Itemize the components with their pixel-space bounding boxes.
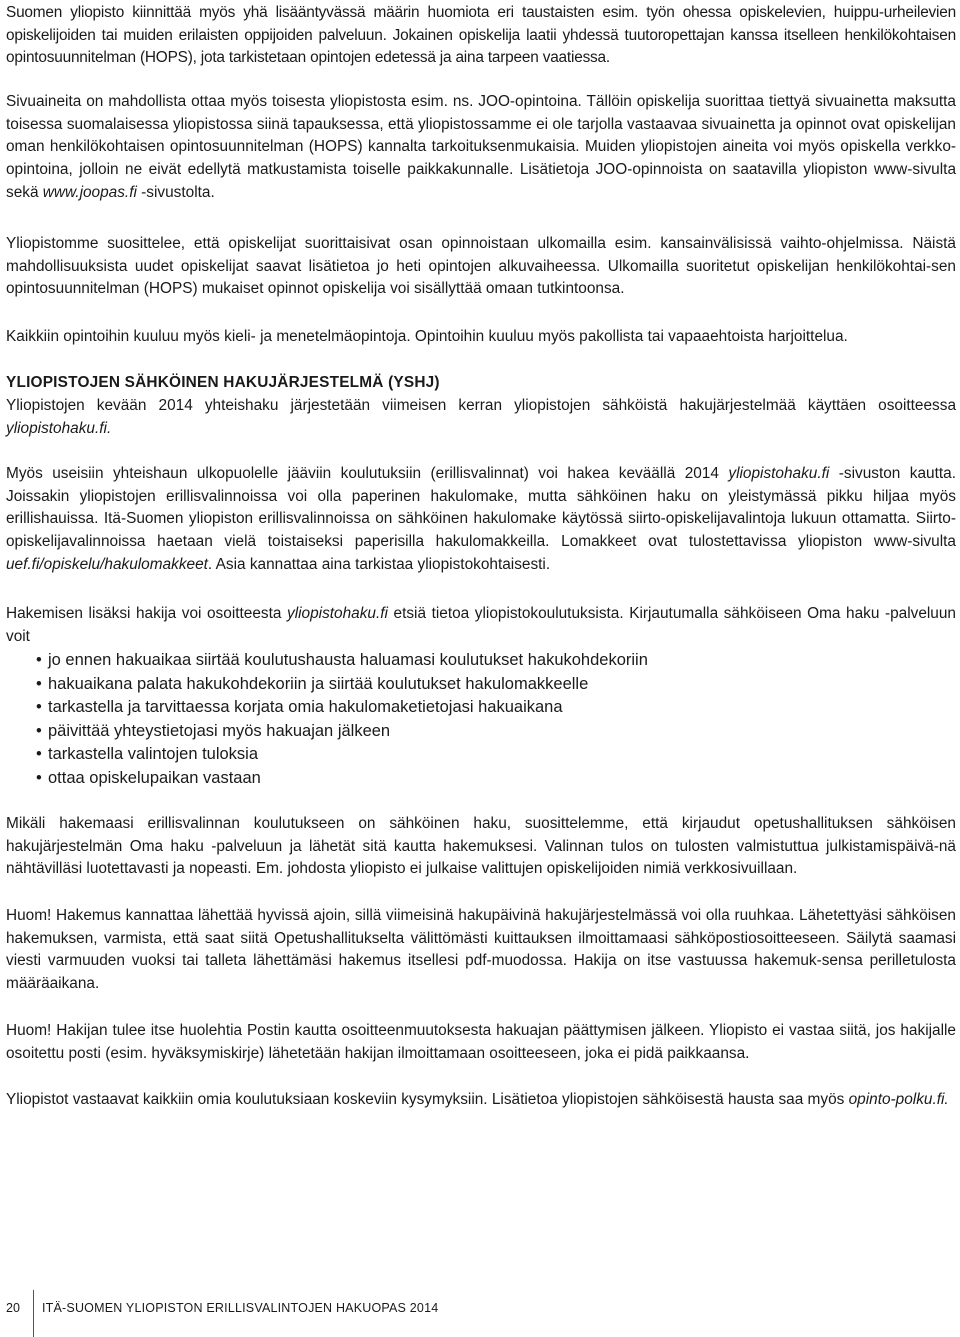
list-item-text: ottaa opiskelupaikan vastaan [48, 768, 261, 787]
paragraph-note-address: Huom! Hakijan tulee itse huolehtia Postin kautta osoitteenmuutoksesta hakuajan päättymisen jälkeen. Yliopisto ei vastaa siitä, jos hakijalle osoitettu posti (esim. hyväksymiskirje) lähetetään hakijan ilmoittamaan osoitteeseen, joka ei pidä paikkaansa. [6, 1022, 956, 1062]
list-item-text: hakuaikana palata hakukohdekoriin ja siirtää koulutukset hakulomakkeelle [48, 674, 589, 693]
link-joopas[interactable]: www.joopas.fi [42, 183, 137, 201]
bullet-icon: • [36, 745, 42, 763]
paragraph-oma-haku-text-b: etsiä tietoa yliopistokoulutuksista. Kirjautumalla sähköiseen Oma haku -palveluun voit [6, 605, 956, 645]
list-item-text: tarkastella ja tarvittaessa korjata omia hakulomaketietojasi hakuaikana [48, 698, 563, 716]
link-yliopistohaku-3[interactable]: yliopistohaku.fi [287, 605, 388, 622]
paragraph-joint-text: Yliopistojen kevään 2014 yhteishaku järjestetään viimeisen kerran yliopistojen sähköistä hakujärjestelmää käyttäen osoitteessa [6, 397, 956, 414]
list-item [36, 673, 960, 697]
list-item [36, 720, 960, 744]
paragraph-questions-text: Yliopistot vastaavat kaikkiin omia koulutuksiaan koskeviin kysymyksiin. Lisätietoa yliopistojen sähköisestä hausta saa myös [6, 1091, 849, 1108]
link-opintopolku[interactable]: opinto-polku.fi. [848, 1091, 949, 1108]
bullet-icon: • [36, 768, 42, 787]
bullet-icon: • [36, 698, 42, 716]
paragraph-separate-text-a: Myös useisiin yhteishaun ulkopuolelle jääviin koulutuksiin (erillisvalinnat) voi hakea keväällä 2014 [6, 465, 729, 482]
page-footer [6, 1290, 956, 1337]
bullet-icon: • [36, 651, 42, 669]
list-item [36, 743, 960, 767]
footer-title: ITÄ-SUOMEN YLIOPISTON ERILLISVALINTOJEN HAKUOPAS 2014 [42, 1301, 439, 1315]
list-item-text: päivittää yhteystietojasi myös hakuajan jälkeen [48, 721, 391, 740]
paragraph-oma-haku-text-a: Hakemisen lisäksi hakija voi osoitteesta [6, 605, 287, 622]
link-yliopistohaku-2[interactable]: yliopistohaku.fi [728, 465, 830, 482]
list-item [36, 696, 960, 720]
list-item-text: tarkastella valintojen tuloksia [48, 745, 259, 763]
list-item [36, 767, 960, 791]
paragraph-oma-haku [6, 603, 956, 648]
paragraph-questions [6, 1089, 956, 1112]
bullet-icon: • [36, 721, 42, 740]
paragraph-joo-studies [6, 91, 956, 205]
paragraph-note-deadline: Huom! Hakemus kannattaa lähettää hyvissä ajoin, sillä viimeisinä hakupäivinä hakujärjestelmässä voi olla ruuhkaa. Lähetettyäsi sähköisen hakemuksen, varmista, että saat siitä Opetushallitukselta välittömästi kuittauksen ilmoittamaasi sähköpostiosoitteeseen. Säilytä saamasi viesti varmuuden vuoksi tai talleta lähettämäsi hakemus itsellesi pdf-muodossa. Hakija on itse vastuussa hakemuk-sensa perilletulosta määräaikana. [6, 907, 956, 993]
list-item-text: jo ennen hakuaikaa siirtää koulutushausta haluamasi koulutukset hakukohdekoriin [48, 651, 648, 669]
paragraph-joint-application [6, 395, 956, 440]
paragraph-separate-selections [6, 463, 956, 577]
paragraph-joo-text: Sivuaineita on mahdollista ottaa myös toisesta yliopistosta esim. ns. JOO-opintoina. Tällöin opiskelija suorittaa tiettyä sivuainetta maksutta toisessa suomalaisessa yliopistossa siinä tapauksessa, että yliopistossamme ei ole tarjolla vastaavaa sivuainetta ja opinnot ovat opiskelijan oman henkilökohtaisen opintosuunnitelman (HOPS) kannalta tarkoituksenmukaisia. Muiden yliopistojen aineita voi myös opiskella verkko-opintoina, jolloin ne eivät edellytä matkustamista toiselle paikkakunnalle. Lisätietoja JOO-opinnoista on saatavilla yliopiston www-sivulta sekä [6, 93, 956, 201]
paragraph-intro: Suomen yliopisto kiinnittää myös yhä lisääntyvässä määrin huomiota eri taustaisten esim. työn ohessa opiskelevien, huippu-urheilevien opiskelijoiden tai muiden erilaisten oppijoiden palveluun. Jokainen opiskelija laatii yhdessä tuutoropettajan kanssa itselleen henkilökohtaisen opintosuunnitelman (HOPS), jota tarkistetaan opintojen edetessä ja aina tarpeen vaatiessa. [6, 4, 956, 67]
footer-divider [33, 1290, 34, 1337]
list-item [36, 649, 960, 673]
oma-haku-feature-list [6, 649, 960, 790]
paragraph-separate-text-c: . Asia kannattaa aina tarkistaa yliopistokohtaisesti. [207, 555, 551, 573]
paragraph-separate-text-b: -sivuston kautta. Joissakin yliopistojen erillisvalinnoissa voi olla paperinen hakulomake, mutta sähköinen haku on yleistymässä pikku hiljaa myös erillishauissa. Itä-Suomen yliopiston erillisvalinnoissa on sähköinen hakulomake käytössä siirto-opiskelijavalintoja lukuun ottamatta. Siirto-opiskelijavalinnoissa haetaan vielä toistaiseksi paperisilla hakulomakkeilla. Lomakkeet ovat tulostettavissa yliopiston www-sivulta [6, 465, 956, 551]
bullet-icon: • [36, 674, 42, 693]
paragraph-exchange: Yliopistomme suosittelee, että opiskelijat suorittaisivat osan opinnoistaan ulkomailla esim. kansainvälisissä vaihto-ohjelmissa. Näistä mahdollisuuksista uudet opiskelijat saavat lisätietoa jo heti opintojen alkuvaiheessa. Ulkomailla suoritetut opiskelijan henkilökohtai-sen opintosuunnitelman (HOPS) mukaiset opinnot opiskelija voi sisällyttää omaan tutkintoonsa. [6, 235, 956, 298]
paragraph-language-studies: Kaikkiin opintoihin kuuluu myös kieli- ja menetelmäopintoja. Opintoihin kuuluu myös pakollista tai vapaaehtoista harjoittelua. [6, 328, 848, 345]
section-heading-yshj: YLIOPISTOJEN SÄHKÖINEN HAKUJÄRJESTELMÄ (YSHJ) [6, 374, 440, 391]
paragraph-electronic-application: Mikäli hakemaasi erillisvalinnan koulutukseen on sähköinen haku, suosittelemme, että kirjaudut opetushallituksen sähköisen hakujärjestelmän Oma haku -palveluun ja lähetät sitä kautta hakemuksesi. Valinnan tulos on tulosten valmistuttua julkistamispäivä-nä nähtävilläsi luotettavasti ja nopeasti. Em. johdosta yliopisto ei julkaise valittujen opiskelijoiden nimiä verkkosivuillaan. [6, 815, 956, 878]
page-number: 20 [6, 1301, 20, 1315]
link-yliopistohaku[interactable]: yliopistohaku.fi. [6, 419, 112, 437]
link-uef-forms[interactable]: uef.fi/opiskelu/hakulomakkeet [6, 555, 208, 573]
paragraph-joo-tail: -sivustolta. [136, 183, 215, 201]
